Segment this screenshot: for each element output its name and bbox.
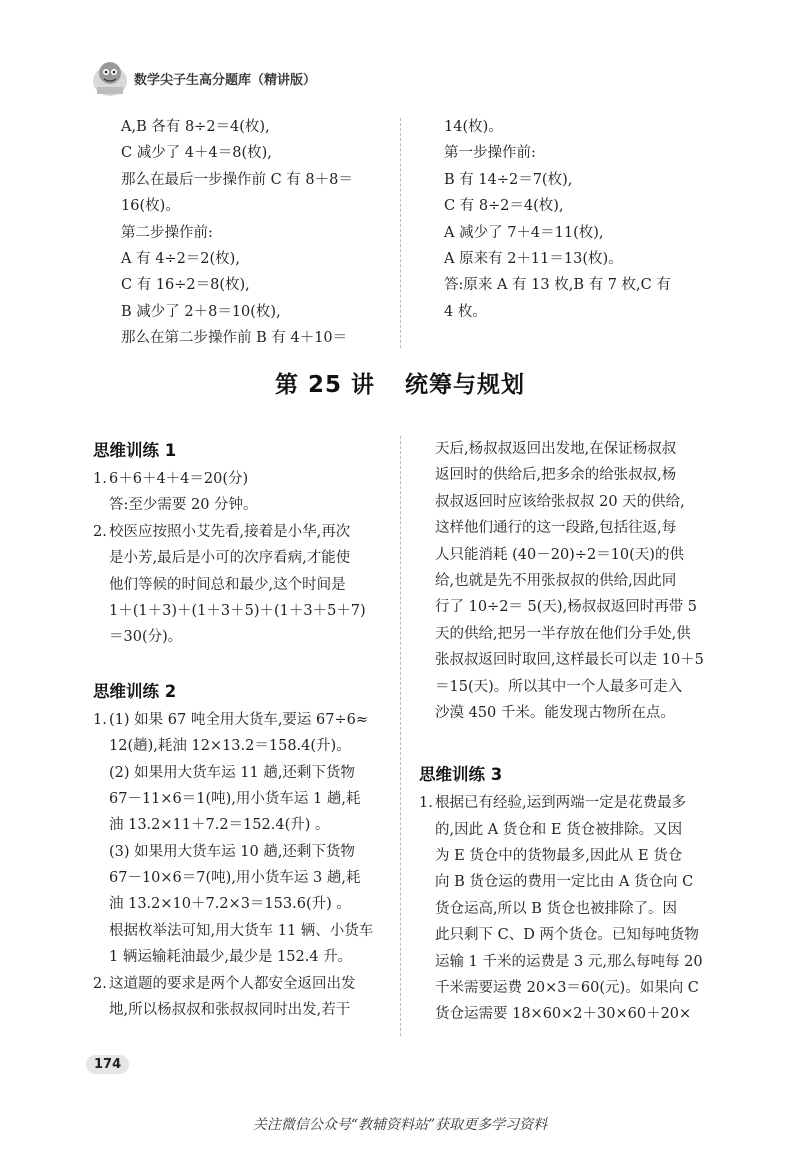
- text-line: 天的供给,把另一半存放在他们分手处,供: [435, 625, 691, 642]
- text-line: B 减少了 2＋8＝10(枚),: [121, 303, 281, 320]
- text-line: 1 辆运输耗油最少,最少是 152.4 升。: [109, 949, 353, 966]
- lecture-title: [0, 366, 800, 399]
- text-line: 行了 10÷2＝ 5(天),杨叔叔返回时再带 5: [435, 599, 698, 616]
- text-line: 货仓运需要 18×60×2＋30×60＋20×: [435, 1006, 692, 1023]
- text-line: 根据已有经验,运到两端一定是花费最多: [435, 795, 687, 812]
- footer-note: 关注微信公众号“教辅资料站”获取更多学习资料: [252, 1117, 548, 1133]
- text-line: 14(枚)。: [444, 119, 503, 135]
- text-line: 他们等候的时间总和最少,这个时间是: [109, 576, 346, 593]
- text-line: ＝30(分)。: [109, 629, 183, 646]
- text-line: 油 13.2×10＋7.2×3＝153.6(升) 。: [109, 896, 351, 913]
- item-number: 1.: [419, 795, 433, 812]
- text-line: 给,也就是先不用张叔叔的供给,因此同: [435, 572, 677, 589]
- text-line: 答:原来 A 有 13 枚,B 有 7 枚,C 有: [444, 277, 671, 294]
- text-line: A 原来有 2＋11＝13(枚)。: [444, 250, 623, 267]
- text-line: 沙漠 450 千米。能发现古物所在点。: [435, 704, 675, 721]
- text-line: 人只能消耗 (40－20)÷2＝10(天)的供: [435, 546, 684, 563]
- text-line: 第一步操作前:: [444, 145, 536, 162]
- text-line: 千米需要运费 20×3＝60(元)。如果向 C: [435, 980, 699, 997]
- text-line: 的,因此 A 货仓和 E 货仓被排除。又因: [435, 821, 683, 838]
- page-number: 174: [86, 1055, 129, 1074]
- text-line: 12(趟),耗油 12×13.2＝158.4(升)。: [109, 738, 351, 755]
- text-line: 返回时的供给后,把多余的给张叔叔,杨: [435, 467, 677, 484]
- text-line: C 减少了 4＋4＝8(枚),: [121, 145, 272, 162]
- text-line: ＝15(天)。所以其中一个人最多可走入: [435, 678, 683, 695]
- text-line: 67－10×6＝7(吨),用小货车运 3 趟,耗: [109, 870, 361, 887]
- lower-left-column: [93, 436, 391, 1023]
- text-line: 油 13.2×11＋7.2＝152.4(升) 。: [109, 817, 330, 834]
- text-line: 张叔叔返回时取回,这样最长可以走 10＋5: [435, 652, 704, 669]
- text-line: A,B 各有 8÷2＝4(枚),: [121, 119, 270, 135]
- item-number: 2.: [93, 523, 107, 540]
- text-line: 根据枚举法可知,用大货车 11 辆、小货车: [109, 922, 374, 939]
- text-line: 此只剩下 C、D 两个货仓。已知每吨货物: [435, 927, 699, 944]
- text-line: 向 B 货仓运的费用一定比由 A 货仓向 C: [435, 874, 694, 891]
- book-title: 数学尖子生高分题库（精讲版）: [134, 73, 317, 88]
- running-header: [88, 55, 508, 99]
- text-line: A 减少了 7＋4＝11(枚),: [444, 224, 604, 241]
- text-line: 16(枚)。: [121, 198, 180, 215]
- text-line: (3) 如果用大货车运 10 趟,还剩下货物: [109, 843, 355, 860]
- text-line: 这样他们通行的这一段路,包括往返,每: [435, 520, 677, 537]
- text-line: C 有 16÷2＝8(枚),: [121, 277, 250, 294]
- column-divider: [400, 118, 401, 348]
- text-line: 叔叔返回时应该给张叔叔 20 天的供给,: [435, 493, 685, 510]
- text-line: 6＋6＋4＋4＝20(分): [109, 471, 249, 487]
- item-number: 1.: [93, 711, 107, 728]
- text-line: 67－11×6＝1(吨),用小货车运 1 趟,耗: [109, 790, 361, 807]
- lecture-name: 统筹与规划: [405, 372, 526, 398]
- section-heading-2: 思维训练 2: [93, 681, 177, 701]
- top-right-column: [444, 114, 712, 325]
- item-number: 1.: [93, 471, 107, 487]
- text-line: 货仓运高,所以 B 货仓也被排除了。因: [435, 900, 677, 917]
- text-line: 4 枚。: [444, 303, 487, 320]
- lecture-number: 第 25 讲: [274, 372, 376, 398]
- text-line: 地,所以杨叔叔和张叔叔同时出发,若干: [109, 1002, 351, 1019]
- text-line: C 有 8÷2＝4(枚),: [444, 198, 564, 215]
- lower-right-column: [419, 436, 717, 1028]
- section-heading-1: 思维训练 1: [93, 441, 177, 460]
- text-line: (2) 如果用大货车运 11 趟,还剩下货物: [109, 764, 355, 781]
- text-line: 这道题的要求是两个人都安全返回出发: [109, 975, 356, 992]
- text-line: A 有 4÷2＝2(枚),: [121, 250, 240, 267]
- item-number: 2.: [93, 975, 107, 992]
- text-line: 那么在第二步操作前 B 有 4＋10＝: [121, 330, 348, 347]
- text-line: 第二步操作前:: [121, 224, 213, 241]
- text-line: 天后,杨叔叔返回出发地,在保证杨叔叔: [435, 441, 677, 457]
- text-line: 是小芳,最后是小可的次序看病,才能使: [109, 550, 351, 567]
- text-line: 答:至少需要 20 分钟。: [109, 497, 258, 514]
- text-line: B 有 14÷2＝7(枚),: [444, 171, 573, 188]
- mascot-logo-icon: [88, 55, 132, 99]
- text-line: 1＋(1＋3)＋(1＋3＋5)＋(1＋3＋5＋7): [109, 602, 366, 619]
- text-line: 为 E 货仓中的货物最多,因此从 E 货仓: [435, 848, 683, 865]
- top-left-column: [121, 114, 389, 352]
- text-line: (1) 如果 67 吨全用大货车,要运 67÷6≈: [109, 711, 369, 728]
- text-line: 那么在最后一步操作前 C 有 8＋8＝: [121, 171, 353, 188]
- text-line: 运输 1 千米的运费是 3 元,那么每吨每 20: [435, 953, 703, 970]
- text-line: 校医应按照小艾先看,接着是小华,再次: [109, 523, 351, 540]
- column-divider: [400, 436, 401, 1036]
- section-heading-3: 思维训练 3: [419, 765, 503, 785]
